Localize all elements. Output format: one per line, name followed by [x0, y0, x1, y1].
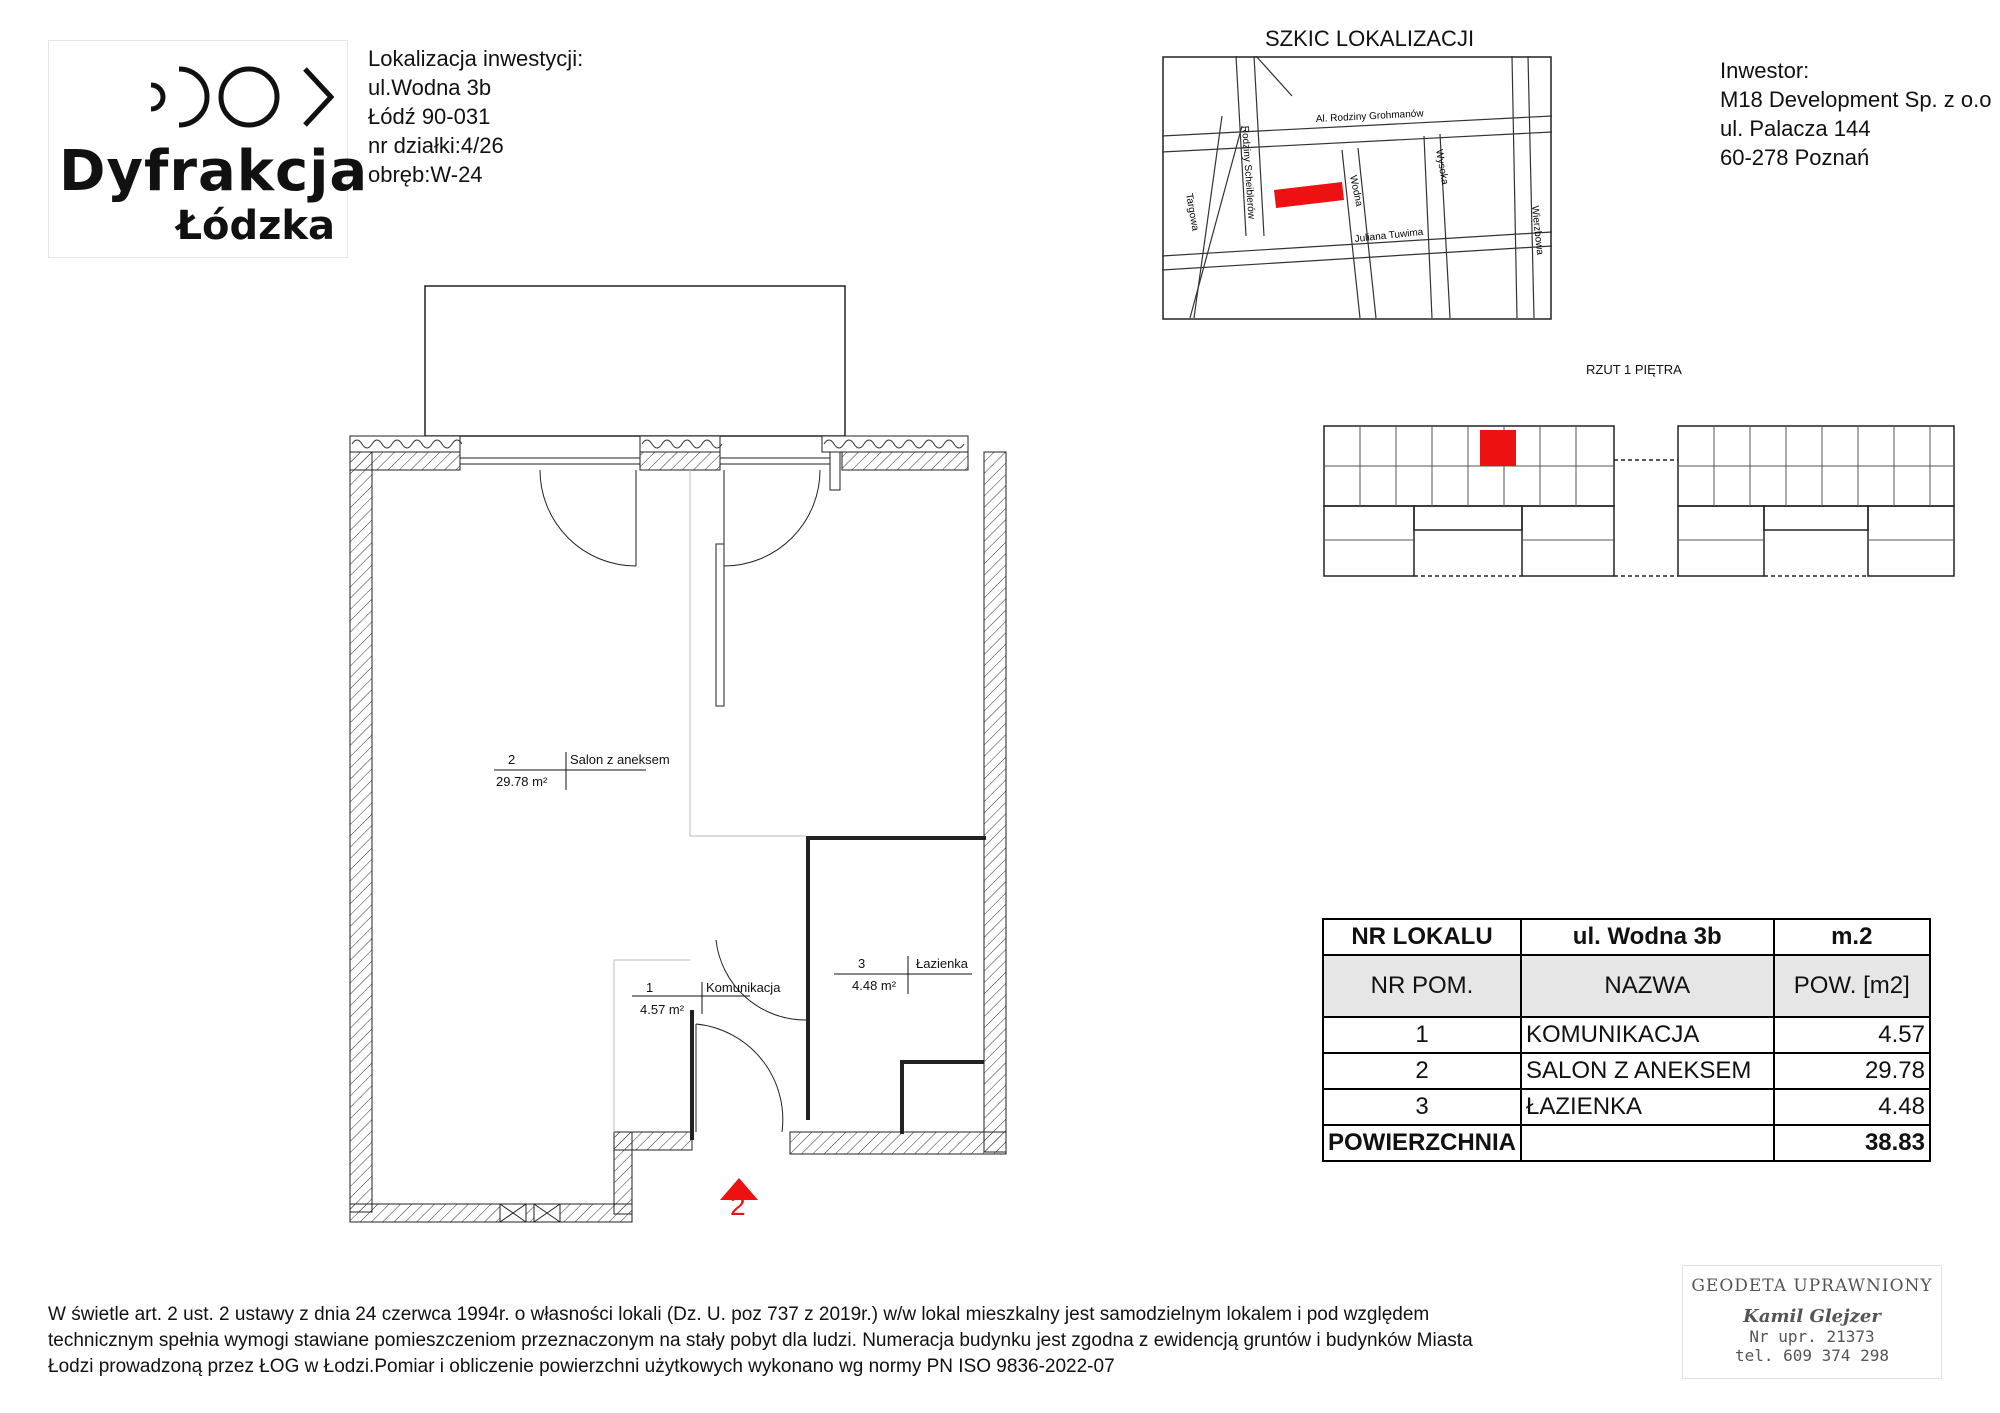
logo-subtitle: Łódzka [176, 203, 335, 249]
sketch-street-label: Al. Rodziny Grohmanów [1315, 108, 1424, 125]
investor-city: 60-278 Poznań [1720, 145, 1870, 170]
cell-number: 3 [1323, 1089, 1521, 1125]
floor-key-title: RZUT 1 PIĘTRA [1586, 362, 1682, 377]
sketch-street-label: Juliana Tuwima [1354, 226, 1424, 245]
stamp-name: Kamil Glejzer [1743, 1306, 1881, 1327]
apartment-marker [1480, 430, 1516, 466]
cell-area: 4.48 [1774, 1089, 1931, 1125]
table-row [1323, 1017, 1930, 1053]
location-info [368, 44, 583, 189]
room-number: 3 [858, 956, 866, 971]
stamp-license: Nr upr. 21373 [1749, 1327, 1875, 1346]
sketch-street-label: Wysoka [1433, 148, 1451, 186]
room-area: 4.57 m² [640, 1002, 685, 1017]
legal-line: Łodzi prowadzoną przez ŁOG w Łodzi.Pomiar i obliczenie powierzchni użytkowych wykonano wg normy PN ISO 9836-2022-07 [48, 1356, 1115, 1377]
location-plot: nr działki:4/26 [368, 133, 504, 158]
investor-info [1720, 56, 1991, 172]
room-number: 2 [508, 752, 516, 767]
room-name: Komunikacja [706, 980, 781, 995]
total-empty [1521, 1125, 1774, 1161]
subheader-cell: NAZWA [1521, 955, 1774, 1017]
location-heading: Lokalizacja inwestycji: [368, 46, 584, 71]
location-sketch-map [1162, 56, 1552, 320]
subheader-cell: POW. [m2] [1774, 955, 1931, 1017]
floor-key-plan [1320, 420, 1960, 588]
sketch-title: SZKIC LOKALIZACJI [1265, 26, 1475, 51]
balcony [425, 286, 845, 436]
table-subheader-row [1323, 955, 1930, 1017]
investor-street: ul. Palacza 144 [1720, 116, 1871, 141]
header-cell: m.2 [1774, 919, 1931, 955]
apartment-floor-plan [340, 280, 1040, 1240]
interior-door [696, 940, 806, 1132]
header-cell: NR LOKALU [1323, 919, 1521, 955]
table-total-row [1323, 1125, 1930, 1161]
surveyor-stamp [1682, 1265, 1942, 1379]
total-label: POWIERZCHNIA [1323, 1125, 1521, 1161]
logo-title: Dyfrakcja [59, 139, 369, 204]
legal-statement [48, 1302, 1688, 1380]
cell-area: 29.78 [1774, 1053, 1931, 1089]
cell-number: 1 [1323, 1017, 1521, 1053]
header-cell: ul. Wodna 3b [1521, 919, 1774, 955]
subheader-cell: NR POM. [1323, 955, 1521, 1017]
stamp-title: GEODETA UPRAWNIONY [1691, 1276, 1933, 1296]
cell-number: 2 [1323, 1053, 1521, 1089]
walls [350, 452, 1006, 1222]
sketch-street-label: Wodna [1347, 174, 1365, 208]
location-precinct: obręb:W-24 [368, 162, 483, 187]
sketch-street-label: Targowa [1183, 192, 1201, 232]
cell-name: SALON Z ANEKSEM [1521, 1053, 1774, 1089]
cell-name: KOMUNIKACJA [1521, 1017, 1774, 1053]
investor-heading: Inwestor: [1720, 58, 1810, 83]
legal-line: W świetle art. 2 ust. 2 ustawy z dnia 24 czerwca 1994r. o własności lokali (Dz. U. poz 737 z 2019r.) w/w lokal mieszkalny jest samodzielnym lokalem i pod względem [48, 1304, 1430, 1325]
logo [48, 40, 369, 258]
cell-name: ŁAZIENKA [1521, 1089, 1774, 1125]
sketch-street-label: Rodziny Scheiblerów [1239, 125, 1257, 220]
table-header-row [1323, 919, 1930, 955]
insulation-strip [350, 436, 968, 452]
room-area: 29.78 m² [496, 774, 548, 789]
stamp-phone: tel. 609 374 298 [1734, 1346, 1890, 1365]
cell-area: 4.57 [1774, 1017, 1931, 1053]
sketch-street-label: Wierzbowa [1529, 205, 1546, 256]
total-area: 38.83 [1774, 1125, 1931, 1161]
location-street: ul.Wodna 3b [368, 75, 492, 100]
room-name: Salon z aneksem [570, 752, 670, 767]
table-row [1323, 1053, 1930, 1089]
room-area: 4.48 m² [852, 978, 897, 993]
entrance-marker-label: 2 [730, 1190, 746, 1221]
logo-circles-icon [141, 53, 341, 141]
location-city: Łódź 90-031 [368, 104, 491, 129]
legal-line: technicznym spełnia wymogi stawiane pomieszczeniom przeznaczonym na stały pobyt dla ludzi. Numeracja budynku jest zgodna z ewidencją gruntów i budynków Miasta [48, 1330, 1473, 1351]
area-summary-table [1322, 918, 1931, 1162]
balcony-door [460, 458, 830, 566]
room-number: 1 [646, 980, 654, 995]
table-row [1323, 1089, 1930, 1125]
room-name: Łazienka [916, 956, 969, 971]
investor-name: M18 Development Sp. z o.o [1720, 87, 1992, 112]
